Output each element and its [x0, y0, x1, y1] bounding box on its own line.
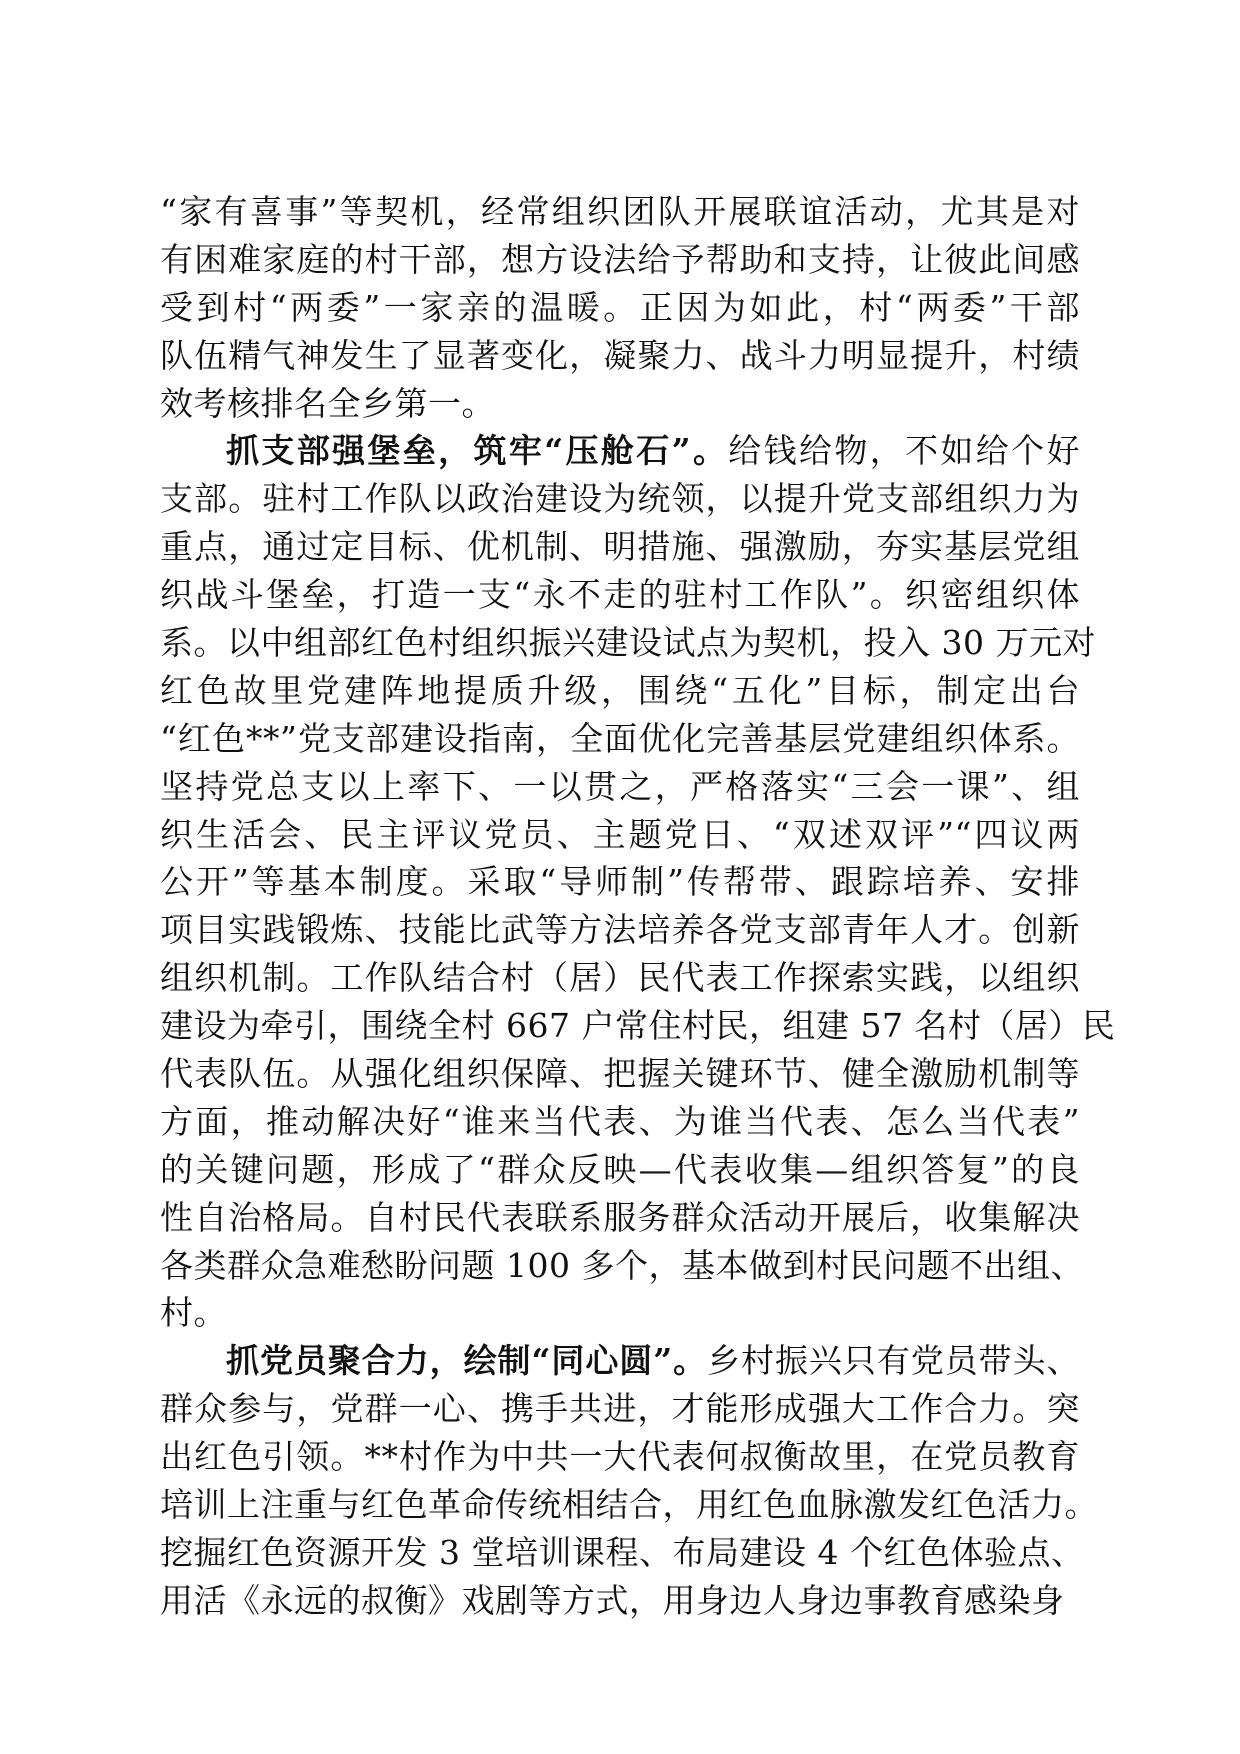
text-line: [160, 284, 1080, 332]
text-line: [160, 332, 1080, 380]
line-text: 有困难家庭的村干部，想方设法给予帮助和支持，让彼此间感: [160, 239, 1080, 279]
paragraph: [160, 188, 1080, 427]
text-line: [160, 858, 1080, 906]
text-line: [160, 1481, 1098, 1529]
line-text: 培训上注重与红色革命传统相结合，用红色血脉激发红色活力。: [160, 1485, 1098, 1525]
line-text: 坚持党总支以上率下、一以贯之，严格落实“三会一课”、组: [160, 766, 1080, 806]
text-line: [160, 1098, 1080, 1146]
line-text: 建设为牵引，围绕全村 667 户常住村民，组建 57 名村（居）民: [160, 1006, 1116, 1046]
line-text: 织战斗堡垒，打造一支“永不走的驻村工作队”。织密组织体: [160, 575, 1080, 615]
text-line: [160, 1242, 1084, 1290]
line-text: 支部。驻村工作队以政治建设为统领，以提升党支部组织力为: [160, 479, 1080, 519]
line-text: 挖掘红色资源开发 3 堂培训课程、布局建设 4 个红色体验点、: [160, 1532, 1085, 1572]
line-text: 队伍精气神发生了显著变化，凝聚力、战斗力明显提升，村绩: [160, 335, 1080, 375]
line-text: 用活《永远的叔衡》戏剧等方式，用身边人身边事教育感染身: [160, 1580, 1065, 1620]
line-text: 红色故里党建阵地提质升级，围绕“五化”目标，制定出台: [160, 670, 1080, 710]
line-text: 代表队伍。从强化组织保障、把握关键环节、健全激励机制等: [160, 1054, 1080, 1094]
line-text: 性自治格局。自村民代表联系服务群众活动开展后，收集解决: [160, 1197, 1080, 1237]
paragraph-lead-heading: 抓支部强堡垒，筑牢“压舱石”。: [226, 431, 729, 471]
text-line: [160, 1194, 1080, 1242]
text-line: [160, 475, 1080, 523]
line-text: 乡村振兴只有党员带头、: [707, 1341, 1081, 1381]
text-line: [160, 954, 1080, 1002]
line-text: “家有喜事”等契机，经常组织团队开展联谊活动，尤其是对: [160, 192, 1080, 231]
text-line: [160, 763, 1080, 811]
text-line: [160, 811, 1080, 859]
line-text: 公开”等基本制度。采取“导师制”传帮带、跟踪培养、安排: [160, 862, 1080, 902]
text-line: [160, 427, 1080, 475]
text-line: [160, 1433, 1080, 1481]
line-text: 的关键问题，形成了“群众反映—代表收集—组织答复”的良: [160, 1149, 1080, 1189]
line-text: 受到村“两委”一家亲的温暖。正因为如此，村“两委”干部: [160, 287, 1080, 327]
text-line: [160, 380, 1080, 428]
text-line: [160, 1289, 1080, 1337]
line-text: “红色**”党支部建设指南，全面优化完善基层党建组织体系。: [160, 718, 1080, 758]
text-line: [160, 1385, 1080, 1433]
text-line: [160, 571, 1080, 619]
text-line: [160, 1002, 1116, 1050]
paragraph: [160, 1337, 1098, 1624]
line-text: 方面，推动解决好“谁来当代表、为谁当代表、怎么当代表”: [160, 1101, 1080, 1141]
text-line: [160, 1529, 1085, 1577]
line-text: 出红色引领。**村作为中共一大代表何叔衡故里，在党员教育: [160, 1437, 1080, 1477]
line-text: 各类群众急难愁盼问题 100 多个，基本做到村民问题不出组、: [160, 1245, 1084, 1285]
text-line: [160, 667, 1080, 715]
text-line: [160, 188, 1080, 236]
line-text: 村。: [160, 1293, 227, 1333]
text-line: [160, 715, 1080, 763]
line-text: 组织机制。工作队结合村（居）民代表工作探索实践，以组织: [160, 958, 1080, 998]
text-line: [160, 1337, 1080, 1385]
line-text: 项目实践锻炼、技能比武等方法培养各党支部青年人才。创新: [160, 910, 1080, 950]
line-text: 群众参与，党群一心、携手共进，才能形成强大工作合力。突: [160, 1389, 1080, 1429]
document-body: [160, 188, 1116, 1625]
line-text: 效考核排名全乡第一。: [160, 383, 495, 423]
text-line: [160, 1146, 1080, 1194]
line-text: 织生活会、民主评议党员、主题党日、“双述双评”“四议两: [160, 814, 1080, 854]
text-line: [160, 1577, 1080, 1625]
line-text: 给钱给物，不如给个好: [728, 431, 1080, 471]
line-text: 系。以中组部红色村组织振兴建设试点为契机，投入 30 万元对: [160, 623, 1096, 663]
text-line: [160, 523, 1080, 571]
text-line: [160, 1050, 1080, 1098]
text-line: [160, 619, 1096, 667]
paragraph: [160, 427, 1116, 1337]
paragraph-lead-heading: 抓党员聚合力，绘制“同心圆”。: [226, 1341, 708, 1381]
text-line: [160, 236, 1080, 284]
line-text: 重点，通过定目标、优机制、明措施、强激励，夯实基层党组: [160, 527, 1080, 567]
text-line: [160, 906, 1080, 954]
